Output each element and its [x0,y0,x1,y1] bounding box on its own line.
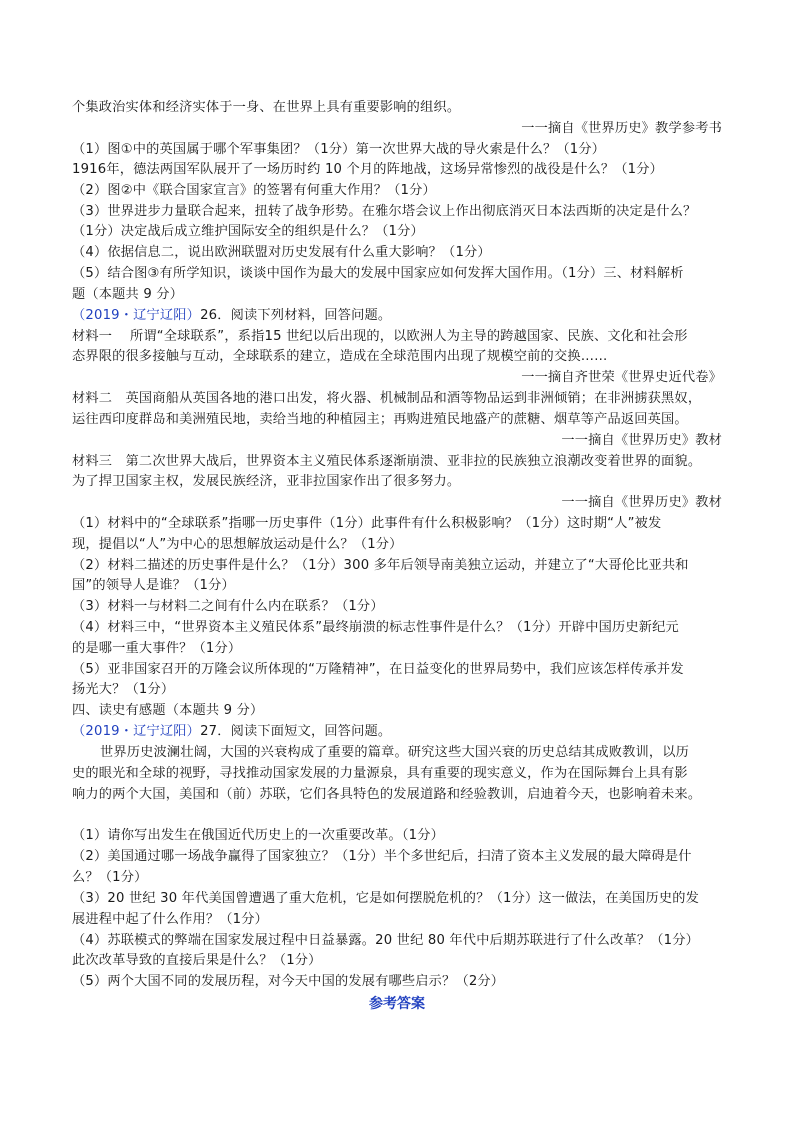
question-line: 展进程中起了什么作用？（1分） [72,912,269,927]
source-citation: 一一摘自《世界历史》教材 [561,495,722,510]
question-line: 现，提倡以“人”为中心的思想解放运动是什么？（1分） [72,537,403,552]
question-line: （5）结合图③有所学知识，谈谈中国作为最大的发展中国家应如何发挥大国作用。（1分）三、材料解析 [72,266,684,281]
question-line: 么？（1分） [72,870,148,885]
question-line: 1916年，德法两国军队展开了一场历时约 10 个月的阵地战，这场异常惨烈的战役是什么？（1分） [72,162,664,177]
material-line: 态界限的很多接触与互动，全球联系的建立，造成在全球范围内出现了规模空前的交换…… [72,349,608,364]
question-line: （2）材料二描述的历史事件是什么？（1分）300 多年后领导南美独立运动，并建立了“大哥伦比亚共和 [72,558,689,573]
section-heading: 四、读史有感题（本题共 9 分） [72,703,264,718]
question-line: （4）苏联模式的弊端在国家发展过程中日益暴露。20 世纪 80 年代中后期苏联进行了什么改革？（1分） [72,933,699,948]
source-tag: （2019・辽宁辽阳） [72,308,201,323]
section-heading: 题（本题共 9 分） [72,287,184,302]
question-line: （1）请你写出发生在俄国近代历史上的一次重要改革。（1分） [72,828,445,843]
question-line: （5）两个大国不同的发展历程，对今天中国的发展有哪些启示？（2分） [72,974,505,989]
question-line: （4）依据信息二，说出欧洲联盟对历史发展有什么重大影响？（1分） [72,245,491,260]
question-line: （3）材料一与材料二之间有什么内在联系？（1分） [72,599,384,614]
question-line: 扬光大？（1分） [72,682,175,697]
question-line: （1）材料中的“全球联系”指哪一历史事件（1分）此事件有什么积极影响？（1分）这时期“人”被发 [72,516,662,531]
question-line: （4）材料三中，“世界资本主义殖民体系”最终崩溃的标志性事件是什么？（1分）开辟中国历史新纪元 [72,620,679,635]
source-citation: 一一摘自《世界历史》教学参考书 [521,121,722,136]
material-line: 材料一 所谓“全球联系”，系指15 世纪以后出现的，以欧洲人为主导的跨越国家、民族、文化和社会形 [72,329,688,344]
question-title: 26．阅读下列材料，回答问题。 [200,308,392,323]
question-line: 此次改革导致的直接后果是什么？（1分） [72,953,322,968]
question-title: 27．阅读下面短文，回答问题。 [200,724,392,739]
text-line: 个集政治实体和经济实体于一身、在世界上具有重要影响的组织。 [72,100,461,115]
question-line: 的是哪一重大事件？（1分） [72,641,242,656]
passage-line: 世界历史波澜壮阔，大国的兴衰构成了重要的篇章。研究这些大国兴衰的历史总结其成败教训，以历 [100,745,690,760]
question-line: （3）世界进步力量联合起来，扭转了战争形势。在雅尔塔会议上作出彻底消灭日本法西斯的决定是什么？ [72,204,697,219]
answer-heading: 参考答案 [369,996,425,1012]
source-tag: （2019・辽宁辽阳） [72,724,201,739]
passage-line: 史的眼光和全球的视野，寻找推动国家发展的力量源泉，具有重要的现实意义，作为在国际舞台上具有影 [72,766,688,781]
question-line: （5）亚非国家召开的万隆会议所体现的“万隆精神”，在日益变化的世界局势中，我们应该怎样传承并发 [72,662,684,677]
source-citation: 一一摘自《世界历史》教材 [561,433,722,448]
material-line: 为了捍卫国家主权，发展民族经济，亚非拉国家作出了很多努力。 [72,474,461,489]
passage-line: 响力的两个大国，美国和（前）苏联，它们各具特色的发展道路和经验教训，启迪着今天，也影响着未来。 [72,787,702,802]
question-line: （2）图②中《联合国家宣言》的签署有何重大作用？（1分） [72,183,436,198]
source-citation: 一一摘自齐世荣《世界史近代卷》 [521,370,722,385]
material-line: 材料三 第二次世界大战后，世界资本主义殖民体系逐渐崩溃、亚非拉的民族独立浪潮改变着世界的面貌。 [72,454,702,469]
question-line: （1分）决定战后成立维护国际安全的组织是什么？（1分） [72,224,424,239]
material-line: 材料二 英国商船从英国各地的港口出发，将火器、机械制品和酒等物品运到非洲倾销；在非洲掳获黑奴， [72,391,702,406]
question-line: （2）美国通过哪一场战争赢得了国家独立？（1分）半个多世纪后，扫清了资本主义发展的最大障碍是什 [72,849,692,864]
question-header [72,306,732,326]
question-header [72,722,732,742]
question-line: （1）图①中的英国属于哪个军事集团？（1分）第一次世界大战的导火索是什么？（1分） [72,142,606,157]
material-line: 运往西印度群岛和美洲殖民地，卖给当地的种植园主；再购进殖民地盛产的蔗糖、烟草等产品返回英国。 [72,412,688,427]
question-line: 国”的领导人是谁？（1分） [72,578,235,593]
question-line: （3）20 世纪 30 年代美国曾遭遇了重大危机，它是如何摆脱危机的？（1分）这一做法，在美国历史的发 [72,891,699,906]
